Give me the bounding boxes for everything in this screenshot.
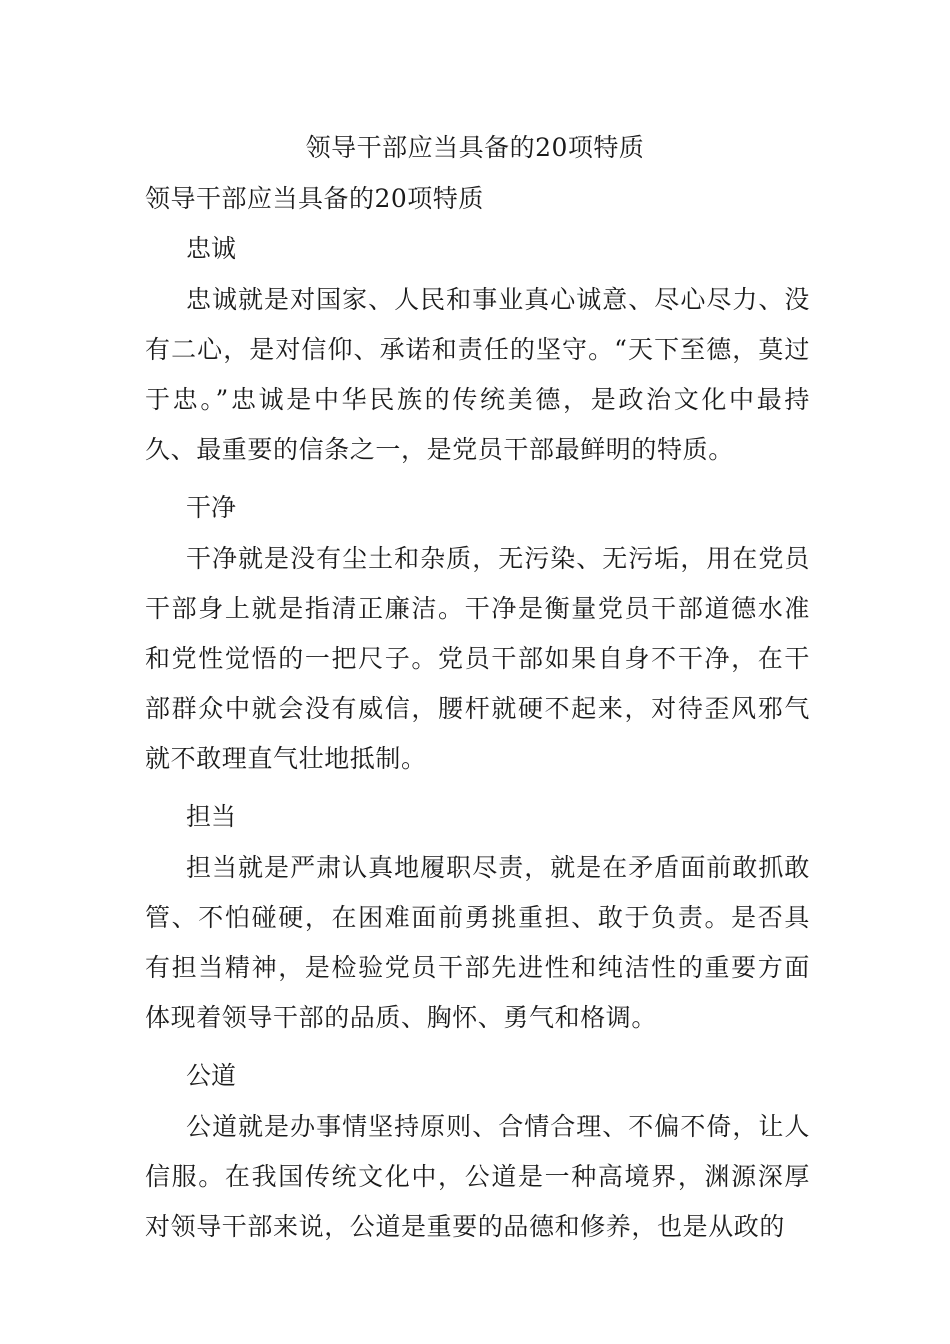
section-heading: 公道: [186, 1061, 237, 1090]
section-heading: 干净: [186, 493, 237, 522]
section-loyalty: [145, 232, 810, 475]
document-title: 领导干部应当具备的20项特质: [305, 133, 645, 162]
section-paragraph: 担当就是严肃认真地履职尽责，就是在矛盾面前敢抓敢管、不怕碰硬，在困难面前勇挑重担、敢于负责。是否具有担当精神，是检验党员干部先进性和纯洁性的重要方面体现着领导干部的品质、胸怀、勇气和格调。: [145, 853, 810, 1032]
section-heading: 担当: [186, 802, 237, 831]
section-heading: 忠诚: [186, 234, 237, 263]
section-integrity: [145, 491, 810, 784]
section-paragraph: 干净就是没有尘土和杂质，无污染、无污垢，用在党员干部身上就是指清正廉洁。干净是衡量党员干部道德水准和党性觉悟的一把尺子。党员干部如果自身不干净，在干部群众中就会没有威信，腰杆就硬不起来，对待歪风邪气就不敢理直气壮地抵制。: [145, 544, 810, 773]
section-fairness: [145, 1059, 810, 1252]
document-subtitle: 领导干部应当具备的20项特质: [145, 184, 484, 213]
section-paragraph: 公道就是办事情坚持原则、合情合理、不偏不倚，让人信服。在我国传统文化中，公道是一种高境界，渊源深厚对领导干部来说，公道是重要的品德和修养，也是从政的: [145, 1112, 810, 1241]
document-body: [145, 182, 810, 1252]
section-responsibility: [145, 800, 810, 1043]
section-paragraph: 忠诚就是对国家、人民和事业真心诚意、尽心尽力、没有二心，是对信仰、承诺和责任的坚守。“天下至德，莫过于忠。”忠诚是中华民族的传统美德，是政治文化中最持久、最重要的信条之一，是党员干部最鲜明的特质。: [145, 285, 810, 464]
